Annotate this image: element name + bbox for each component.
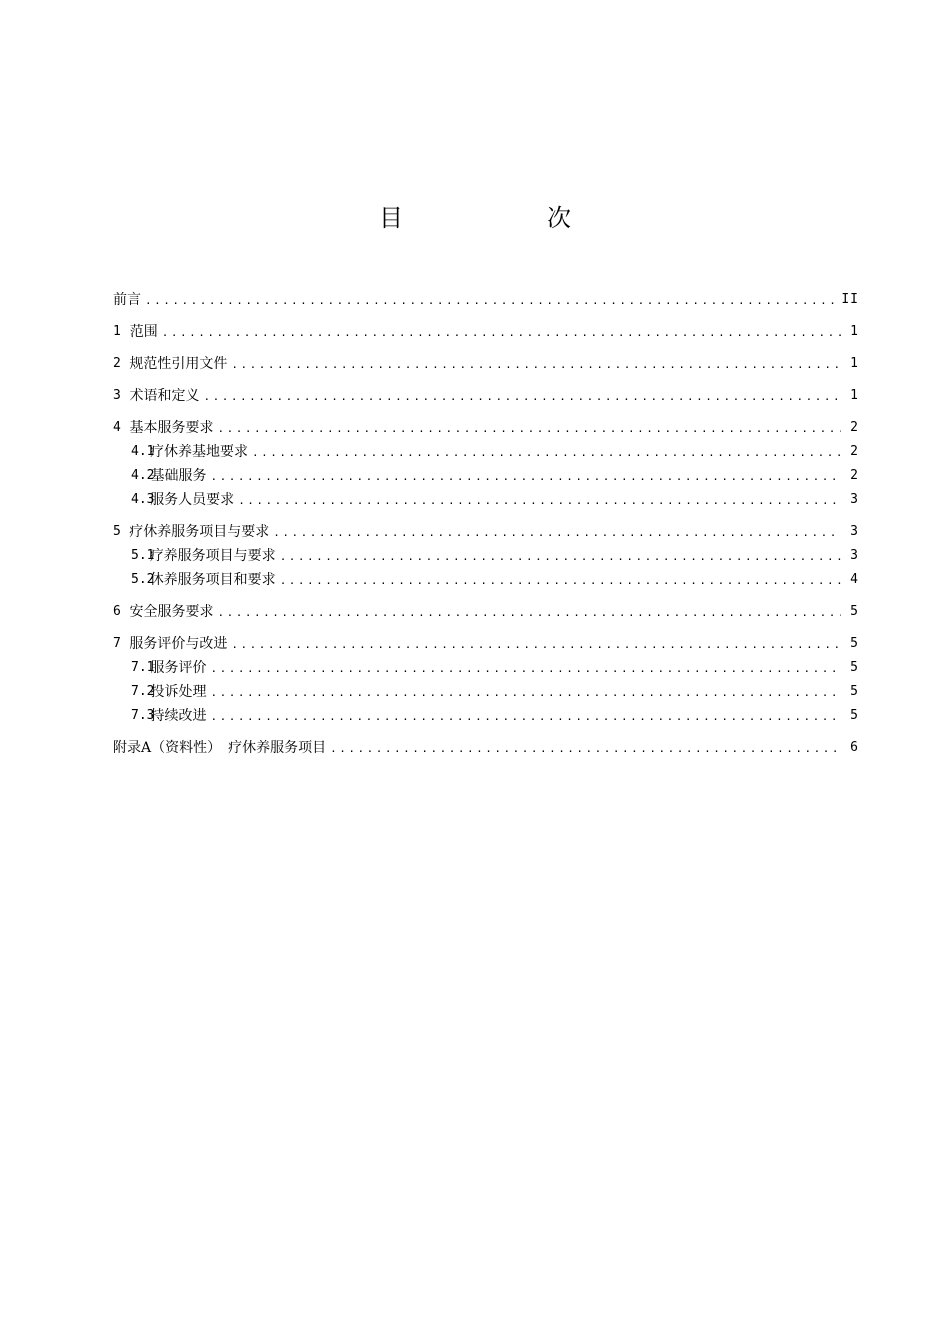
toc-entry-4-1[interactable]: [113, 440, 859, 464]
toc-entry-6[interactable]: [113, 600, 859, 624]
toc-entry-number: 4.1: [131, 444, 155, 459]
toc-dot-leader: [217, 600, 841, 624]
toc-entry-page: II: [841, 292, 859, 307]
toc-dot-leader: [273, 520, 841, 544]
toc-entry-page: 3: [850, 492, 859, 507]
toc-entry-2[interactable]: [113, 352, 859, 376]
toc-entry-page: 5: [850, 604, 859, 619]
toc-entry-label: 安全服务要求: [129, 604, 214, 620]
toc-dot-leader: [280, 544, 841, 568]
toc-dot-leader: [211, 464, 841, 488]
page-title: 目 次: [379, 204, 631, 232]
toc-dot-leader: [231, 352, 841, 376]
toc-entry-label: 术语和定义: [129, 388, 200, 404]
toc-entry-7-3[interactable]: [113, 704, 859, 728]
toc-entry-5-2[interactable]: [113, 568, 859, 592]
table-of-contents: [113, 288, 859, 760]
toc-entry-number: 7.1: [131, 660, 155, 675]
toc-entry-4-2[interactable]: [113, 464, 859, 488]
toc-entry-page: 2: [850, 420, 859, 435]
toc-entry-label: 服务人员要求: [150, 492, 235, 508]
toc-dot-leader: [252, 440, 841, 464]
toc-dot-leader: [145, 288, 835, 312]
toc-entry-page: 5: [850, 684, 859, 699]
toc-entry-number: 4.3: [131, 492, 155, 507]
toc-dot-leader: [330, 736, 841, 760]
toc-entry-label: 基础服务: [150, 468, 207, 484]
toc-entry-label: 基本服务要求: [129, 420, 214, 436]
toc-entry-4[interactable]: [113, 416, 859, 440]
toc-entry-number: 5.1: [131, 548, 155, 563]
toc-entry-number: 3: [113, 388, 121, 403]
toc-dot-leader: [211, 656, 841, 680]
toc-entry-page: 5: [850, 636, 859, 651]
toc-entry-number: 6: [113, 604, 121, 619]
toc-entry-number: 7.2: [131, 684, 155, 699]
toc-entry-label: 服务评价: [150, 660, 207, 676]
toc-entry-5[interactable]: [113, 520, 859, 544]
toc-entry-page: 5: [850, 708, 859, 723]
toc-dot-leader: [280, 568, 841, 592]
toc-entry-label: 持续改进: [150, 708, 207, 724]
toc-entry-page: 6: [850, 740, 859, 755]
toc-entry-number: 5: [113, 524, 121, 539]
toc-entry-label: 前言: [113, 292, 141, 308]
toc-entry-number: 4.2: [131, 468, 155, 483]
toc-entry-label: 休养服务项目和要求: [149, 572, 276, 588]
toc-entry-page: 4: [850, 572, 859, 587]
toc-entry-number: 2: [113, 356, 121, 371]
toc-entry-label: 疗休养基地要求: [150, 444, 249, 460]
toc-entry-7-1[interactable]: [113, 656, 859, 680]
toc-entry-page: 3: [850, 524, 859, 539]
toc-entry-label: 附录A（资料性） 疗休养服务项目: [113, 740, 327, 756]
toc-entry-page: 1: [850, 324, 859, 339]
toc-entry-page: 3: [850, 548, 859, 563]
toc-entry-page: 5: [850, 660, 859, 675]
toc-entry-label: 疗养服务项目与要求: [149, 548, 276, 564]
toc-entry-3[interactable]: [113, 384, 859, 408]
toc-entry-page: 1: [850, 356, 859, 371]
toc-entry-label: 规范性引用文件: [129, 356, 228, 372]
toc-dot-leader: [162, 320, 841, 344]
toc-entry-label: 服务评价与改进: [129, 636, 228, 652]
toc-dot-leader: [231, 632, 841, 656]
toc-entry-label: 疗休养服务项目与要求: [129, 524, 270, 540]
toc-entry-page: 2: [850, 468, 859, 483]
toc-entry-number: 4: [113, 420, 121, 435]
toc-dot-leader: [238, 488, 841, 512]
toc-entry-5-1[interactable]: [113, 544, 859, 568]
toc-dot-leader: [204, 384, 841, 408]
toc-entry-label: 投诉处理: [150, 684, 207, 700]
toc-entry-1[interactable]: [113, 320, 859, 344]
toc-entry-number: 7: [113, 636, 121, 651]
toc-entry-label: 范围: [129, 324, 158, 340]
toc-entry-page: 1: [850, 388, 859, 403]
toc-entry-appendix-a[interactable]: [113, 736, 859, 760]
toc-entry-7[interactable]: [113, 632, 859, 656]
toc-dot-leader: [211, 680, 841, 704]
toc-dot-leader: [211, 704, 841, 728]
toc-entry-7-2[interactable]: [113, 680, 859, 704]
toc-entry-number: 7.3: [131, 708, 155, 723]
toc-dot-leader: [217, 416, 841, 440]
toc-entry-foreword[interactable]: [113, 288, 859, 312]
toc-entry-page: 2: [850, 444, 859, 459]
toc-entry-4-3[interactable]: [113, 488, 859, 512]
toc-entry-number: 1: [113, 324, 121, 339]
toc-entry-number: 5.2: [131, 572, 155, 587]
